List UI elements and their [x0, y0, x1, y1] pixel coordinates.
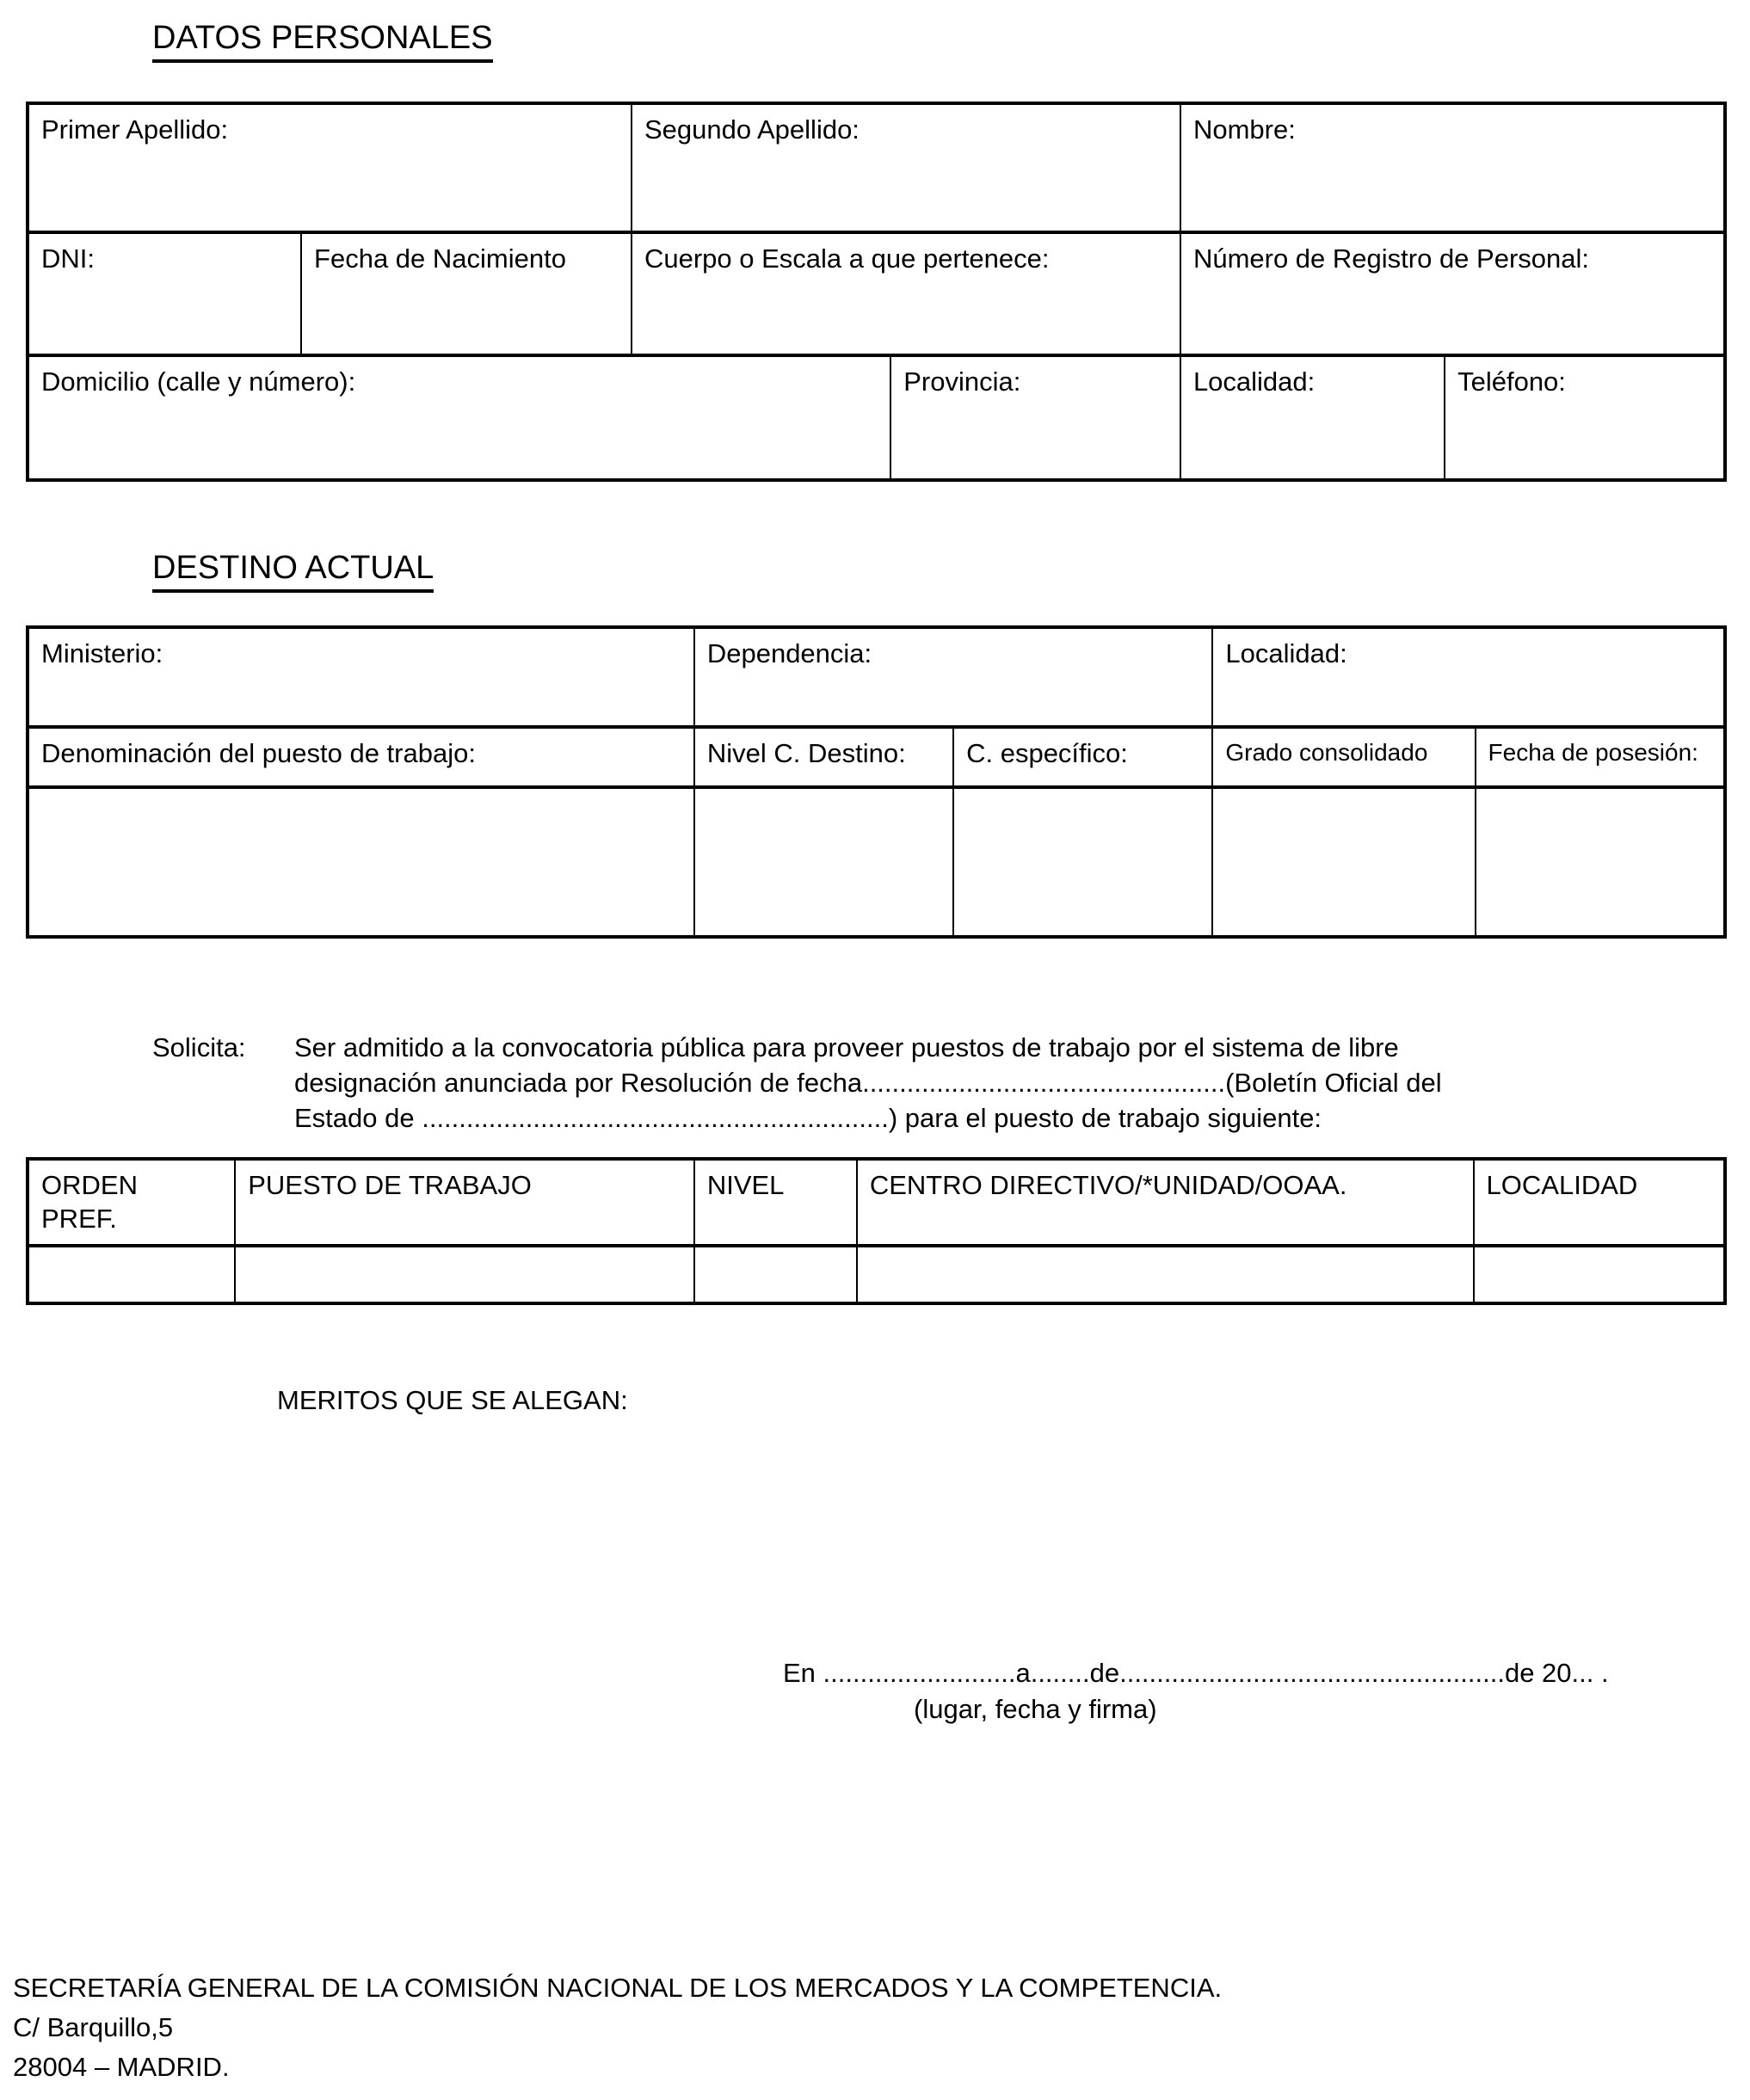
puesto-trabajo-header-cell: PUESTO DE TRABAJO — [234, 1161, 693, 1244]
denominacion-puesto-cell: Denominación del puesto de trabajo: — [41, 738, 476, 768]
nivel-header-cell: NIVEL — [693, 1161, 856, 1244]
nombre-cell: Nombre: — [1180, 105, 1723, 231]
datos-personales-heading-text: DATOS PERSONALES — [152, 21, 493, 63]
table-row — [29, 1244, 1723, 1302]
table-header-row — [29, 1161, 1723, 1244]
destino-localidad-cell: Localidad: — [1211, 629, 1723, 725]
datos-personales-heading — [152, 21, 493, 63]
datos-personales-table — [26, 102, 1727, 482]
grado-consolidado-value-cell — [1211, 789, 1474, 935]
solicita-section — [152, 1030, 1442, 1136]
primer-apellido-cell: Primer Apellido: — [41, 114, 229, 145]
footer-line-1: SECRETARÍA GENERAL DE LA COMISIÓN NACIONAL DE LOS MERCADOS Y LA COMPETENCIA. — [13, 1973, 1223, 2003]
localidad-cell: Localidad: — [1180, 357, 1444, 478]
destino-actual-table — [26, 625, 1727, 939]
fecha-nacimiento-cell: Fecha de Nacimiento — [300, 234, 631, 354]
puesto-trabajo-value-cell — [234, 1247, 693, 1302]
footer-address — [13, 1968, 1222, 2087]
numero-registro-cell: Número de Registro de Personal: — [1180, 234, 1723, 354]
telefono-cell: Teléfono: — [1444, 357, 1723, 478]
centro-directivo-header-cell: CENTRO DIRECTIVO/*UNIDAD/OOAA. — [856, 1161, 1473, 1244]
fecha-line: En ..........................a........de....................................................de 20... . — [783, 1658, 1609, 1688]
orden-pref-header-cell — [29, 1161, 234, 1244]
segundo-apellido-cell: Segundo Apellido: — [631, 105, 1180, 231]
orden-pref-header-text: ORDEN PREF. — [41, 1170, 138, 1234]
table-row — [29, 629, 1723, 725]
puesto-trabajo-table — [26, 1157, 1727, 1305]
nivel-c-destino-cell: Nivel C. Destino: — [693, 729, 952, 785]
fecha-posesion-cell: Fecha de posesión: — [1475, 729, 1723, 785]
c-especifico-cell: C. específico: — [952, 729, 1211, 785]
footer-line-3: 28004 – MADRID. — [13, 2052, 230, 2082]
firma-hint: (lugar, fecha y firma) — [914, 1694, 1157, 1724]
table-row — [29, 105, 1723, 231]
table-row — [29, 354, 1723, 478]
footer-line-2: C/ Barquillo,5 — [13, 2012, 174, 2042]
puesto-localidad-value-cell — [1473, 1247, 1723, 1302]
destino-actual-heading-text: DESTINO ACTUAL — [152, 551, 434, 593]
fecha-posesion-value-cell — [1475, 789, 1723, 935]
denominacion-value-cell — [29, 789, 693, 935]
destino-actual-heading — [152, 551, 434, 593]
centro-directivo-value-cell — [856, 1247, 1473, 1302]
ministerio-cell: Ministerio: — [41, 638, 163, 668]
solicita-label: Solicita: — [152, 1032, 246, 1062]
table-row — [29, 785, 1723, 935]
dni-cell: DNI: — [41, 243, 95, 274]
provincia-cell: Provincia: — [890, 357, 1180, 478]
dependencia-cell: Dependencia: — [693, 629, 1212, 725]
puesto-localidad-header-cell: LOCALIDAD — [1473, 1161, 1723, 1244]
solicita-line-2: designación anunciada por Resolución de fecha.................................................(Boletín Oficial del — [294, 1068, 1442, 1098]
solicita-paragraph — [294, 1030, 1442, 1136]
nivel-value-cell — [693, 1247, 856, 1302]
domicilio-cell: Domicilio (calle y número): — [41, 366, 356, 397]
solicita-line-3: Estado de ...............................................................) para el puesto de trabajo siguiente: — [294, 1103, 1322, 1133]
firma-section — [783, 1655, 1609, 1727]
meritos-label: MERITOS QUE SE ALEGAN: — [277, 1385, 628, 1415]
cuerpo-escala-cell: Cuerpo o Escala a que pertenece: — [631, 234, 1180, 354]
c-especifico-value-cell — [952, 789, 1211, 935]
solicita-line-1: Ser admitido a la convocatoria pública para proveer puestos de trabajo por el sistema de libre — [294, 1032, 1399, 1062]
grado-consolidado-cell: Grado consolidado — [1211, 729, 1474, 785]
nivel-c-destino-value-cell — [693, 789, 952, 935]
table-row — [29, 725, 1723, 785]
orden-pref-value-cell — [29, 1247, 234, 1302]
table-row — [29, 231, 1723, 354]
